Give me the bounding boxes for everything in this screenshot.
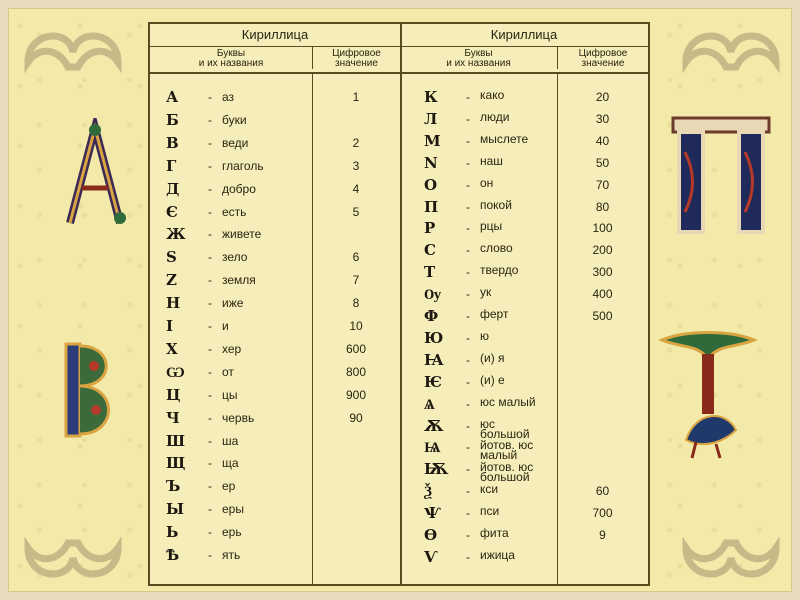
cyrillic-letter: В	[166, 133, 179, 152]
numeric-value: 6	[352, 250, 360, 265]
header-numeric: Цифровое значение	[557, 46, 648, 69]
table-row	[150, 110, 400, 135]
table-row	[150, 319, 400, 341]
table-row	[400, 243, 648, 265]
illuminated-letter-t	[656, 330, 760, 462]
dash-separator: -	[466, 462, 470, 477]
table-row	[400, 328, 648, 353]
cyrillic-letter: Ь	[166, 523, 179, 542]
letter-name: слово	[480, 241, 513, 256]
table-row	[150, 502, 400, 524]
corner-ornament-top-right	[676, 22, 786, 82]
cyrillic-letter: Ѵ	[424, 547, 438, 566]
cyrillic-letter: А	[166, 88, 179, 106]
letter-name: хер	[222, 341, 242, 356]
cyrillic-letter: Ф	[424, 307, 439, 325]
cyrillic-letter: Н	[166, 294, 181, 313]
letter-name: ю	[480, 328, 489, 343]
table-row	[400, 416, 648, 441]
numeric-value: 2	[352, 135, 360, 150]
dash-separator: -	[208, 204, 212, 219]
table-row	[150, 548, 400, 570]
dash-separator: -	[208, 250, 212, 265]
letter-name: ижица	[480, 547, 515, 562]
numeric-value: 3	[352, 158, 360, 173]
dash-separator: -	[208, 135, 212, 150]
cyrillic-letter: Ц	[166, 385, 181, 404]
letter-name: добро	[222, 181, 256, 196]
table-row	[150, 408, 400, 433]
dash-separator: -	[208, 479, 212, 494]
cyrillic-letter: Ч	[166, 408, 180, 427]
dash-separator: -	[466, 418, 470, 433]
numeric-value: 60	[595, 484, 610, 499]
table-header-left	[150, 46, 400, 74]
dash-separator: -	[208, 296, 212, 311]
letter-name: глаголь	[222, 158, 264, 173]
cyrillic-letter: Б	[166, 110, 179, 129]
cyrillic-letter: Ѣ	[166, 546, 180, 564]
letter-name: ща	[222, 456, 239, 471]
cyrillic-letter: Ꙗ	[424, 350, 444, 369]
letter-name: рцы	[480, 219, 503, 234]
illuminated-letter-v	[60, 340, 120, 440]
letter-name: ферт	[480, 307, 509, 321]
cyrillic-letter: М	[424, 131, 441, 150]
cyrillic-letter: Ж	[166, 225, 186, 244]
table-row	[150, 133, 400, 158]
cyrillic-letter: Д	[166, 179, 180, 198]
numeric-value: 5	[352, 204, 360, 219]
table-row	[400, 197, 648, 222]
table-row	[400, 221, 648, 243]
cyrillic-letter: Ѯ	[424, 482, 432, 501]
letter-name: пси	[480, 504, 500, 519]
numeric-value: 200	[592, 243, 613, 258]
cyrillic-table	[148, 22, 650, 586]
cyrillic-letter: N	[424, 153, 438, 172]
illuminated-letter-p	[665, 112, 777, 240]
cyrillic-letter: П	[424, 197, 439, 216]
numeric-value: 8	[352, 296, 360, 311]
table-row	[400, 90, 648, 112]
dash-separator: -	[208, 90, 212, 104]
dash-separator: -	[466, 484, 470, 499]
numeric-value: 300	[592, 265, 613, 280]
dash-separator: -	[466, 506, 470, 521]
numeric-value: 4	[352, 181, 360, 196]
letter-name: буки	[222, 112, 247, 127]
table-row	[150, 385, 400, 410]
numeric-value: 40	[595, 133, 610, 148]
numeric-value: 7	[352, 273, 360, 288]
cyrillic-letter: Ѱ	[424, 504, 441, 523]
dash-separator: -	[208, 341, 212, 356]
table-title-left: Кириллица	[150, 24, 400, 47]
dash-separator: -	[208, 387, 212, 402]
dash-separator: -	[466, 287, 470, 302]
table-row	[400, 372, 648, 397]
cyrillic-letter: О	[424, 175, 438, 194]
numeric-value: 70	[595, 177, 610, 192]
letter-name: аз	[222, 90, 235, 104]
letter-name: цы	[222, 387, 238, 402]
letter-name: наш	[480, 153, 503, 168]
cyrillic-letter: Ѥ	[424, 372, 442, 391]
dash-separator: -	[466, 440, 470, 455]
numeric-value: 9	[599, 528, 606, 542]
table-row	[400, 547, 648, 572]
dash-separator: -	[466, 396, 470, 411]
cyrillic-letter: Щ	[166, 454, 186, 473]
dash-separator: -	[466, 528, 470, 542]
letter-name: ер	[222, 479, 236, 494]
table-title-right: Кириллица	[400, 24, 648, 47]
cyrillic-letter: С	[424, 241, 436, 260]
table-row	[150, 431, 400, 456]
header-letters: Буквы и их названия	[198, 48, 264, 69]
cyrillic-letter: Ш	[166, 431, 186, 450]
dash-separator: -	[208, 181, 212, 196]
letter-name: фита	[480, 526, 509, 540]
dash-separator: -	[466, 374, 470, 389]
letter-name: йотов. юс большой	[480, 460, 534, 485]
numeric-value: 1	[352, 90, 360, 104]
cyrillic-letter: Т	[424, 263, 436, 282]
dash-separator: -	[466, 90, 470, 104]
numeric-value: 10	[349, 319, 363, 333]
cyrillic-letter: Х	[166, 339, 178, 358]
letter-name: червь	[222, 410, 255, 425]
letter-name: (и) я	[480, 350, 505, 365]
numeric-value: 900	[345, 387, 367, 402]
table-row	[150, 362, 400, 387]
letter-name: кси	[480, 482, 499, 497]
table-row	[400, 484, 648, 506]
dash-separator: -	[208, 433, 212, 448]
letter-name: зело	[222, 250, 248, 265]
cyrillic-letter: Ѧ	[424, 394, 435, 413]
table-row	[150, 296, 400, 318]
dash-separator: -	[466, 352, 470, 367]
letter-name: иже	[222, 296, 244, 311]
numeric-value: 700	[592, 506, 613, 521]
letter-name: он	[480, 175, 494, 190]
letter-name: живете	[222, 227, 262, 242]
table-row	[150, 179, 400, 204]
dash-separator: -	[208, 158, 212, 173]
dash-separator: -	[466, 549, 470, 564]
table-row	[400, 394, 648, 419]
cyrillic-letter: Р	[424, 219, 436, 238]
cyrillic-letter: І	[166, 317, 174, 335]
numeric-value: 800	[345, 364, 367, 379]
letter-name: ук	[480, 285, 492, 300]
table-row	[400, 309, 648, 331]
table-row	[150, 525, 400, 547]
table-row	[400, 287, 648, 309]
cyrillic-letter: Ѭ	[424, 460, 449, 479]
letter-name: люди	[480, 109, 510, 124]
letter-name: от	[222, 364, 234, 379]
table-row	[150, 250, 400, 272]
table-row	[150, 479, 400, 501]
header-letters: Буквы и их названия	[446, 48, 511, 69]
table-header-right	[400, 46, 648, 74]
cyrillic-letter: Л	[424, 109, 438, 128]
dash-separator: -	[466, 199, 470, 214]
letter-name: юс малый	[480, 394, 536, 409]
letter-name: еры	[222, 502, 244, 517]
corner-ornament-top-left	[18, 22, 128, 82]
table-row	[400, 506, 648, 528]
dash-separator: -	[208, 227, 212, 242]
table-row	[150, 227, 400, 249]
cyrillic-letter: Ѕ	[166, 248, 177, 267]
table-row	[400, 350, 648, 375]
header-numeric: Цифровое значение	[312, 46, 400, 69]
cyrillic-letter: Ъ	[166, 477, 181, 496]
dash-separator: -	[466, 177, 470, 192]
letter-name: покой	[480, 197, 512, 212]
letter-name: ерь	[222, 525, 242, 540]
letter-name: земля	[222, 273, 256, 288]
dash-separator: -	[208, 364, 212, 379]
dash-separator: -	[208, 502, 212, 517]
table-row	[400, 462, 648, 484]
numeric-value: 100	[592, 221, 613, 236]
cyrillic-letter: Ѳ	[424, 526, 438, 544]
table-row	[400, 528, 648, 550]
table-row	[400, 131, 648, 156]
dash-separator: -	[466, 133, 470, 148]
cyrillic-letter: Z	[166, 271, 177, 290]
cyrillic-letter: Ю	[424, 328, 444, 347]
dash-separator: -	[466, 243, 470, 258]
letter-name: юс большой	[480, 416, 530, 441]
table-row	[150, 90, 400, 112]
letter-name: йотов. юс малый	[480, 438, 534, 463]
table-row	[150, 339, 400, 364]
dash-separator: -	[208, 319, 212, 333]
dash-separator: -	[466, 111, 470, 126]
table-row	[150, 202, 400, 227]
numeric-value: 90	[349, 410, 363, 425]
cyrillic-letter: Ы	[166, 500, 185, 519]
table-row	[150, 456, 400, 478]
right-column	[400, 24, 648, 584]
dash-separator: -	[466, 265, 470, 280]
numeric-value: 80	[595, 199, 610, 214]
cyrillic-letter: Ѡ	[166, 362, 185, 381]
letter-name: есть	[222, 204, 247, 219]
corner-ornament-bottom-right	[676, 528, 786, 588]
cyrillic-letter: Ѩ	[424, 438, 441, 457]
table-row	[150, 273, 400, 295]
dash-separator: -	[208, 112, 212, 127]
letter-name: ять	[222, 548, 241, 562]
letter-name: веди	[222, 135, 249, 150]
letter-name: како	[480, 88, 505, 102]
table-row	[400, 109, 648, 134]
dash-separator: -	[208, 525, 212, 540]
cyrillic-letter: Ѹ	[424, 285, 442, 304]
letter-name: (и) е	[480, 372, 505, 387]
table-row	[400, 153, 648, 178]
table-row	[400, 265, 648, 287]
cyrillic-letter: Ѫ	[424, 416, 444, 435]
numeric-value: 500	[592, 309, 613, 323]
letter-name: мыслете	[480, 131, 529, 146]
numeric-value: 600	[345, 341, 367, 356]
letter-name: и	[222, 319, 229, 333]
dash-separator: -	[208, 410, 212, 425]
letter-name: ша	[222, 433, 239, 448]
dash-separator: -	[466, 330, 470, 345]
dash-separator: -	[466, 221, 470, 236]
table-row	[150, 156, 400, 181]
numeric-value: 30	[595, 111, 610, 126]
dash-separator: -	[208, 456, 212, 471]
letter-name: твердо	[480, 263, 519, 278]
numeric-value: 20	[595, 90, 610, 104]
dash-separator: -	[466, 155, 470, 170]
corner-ornament-bottom-left	[18, 528, 128, 588]
cyrillic-letter: Є	[166, 202, 178, 221]
table-row	[400, 440, 648, 462]
numeric-value: 400	[592, 287, 613, 302]
dash-separator: -	[466, 309, 470, 323]
dash-separator: -	[208, 548, 212, 562]
table-row	[400, 175, 648, 200]
illuminated-letter-a	[60, 118, 130, 228]
left-column	[150, 24, 402, 584]
numeric-value: 50	[595, 155, 610, 170]
cyrillic-letter: К	[424, 88, 438, 106]
dash-separator: -	[208, 273, 212, 288]
cyrillic-letter: Г	[166, 156, 177, 175]
